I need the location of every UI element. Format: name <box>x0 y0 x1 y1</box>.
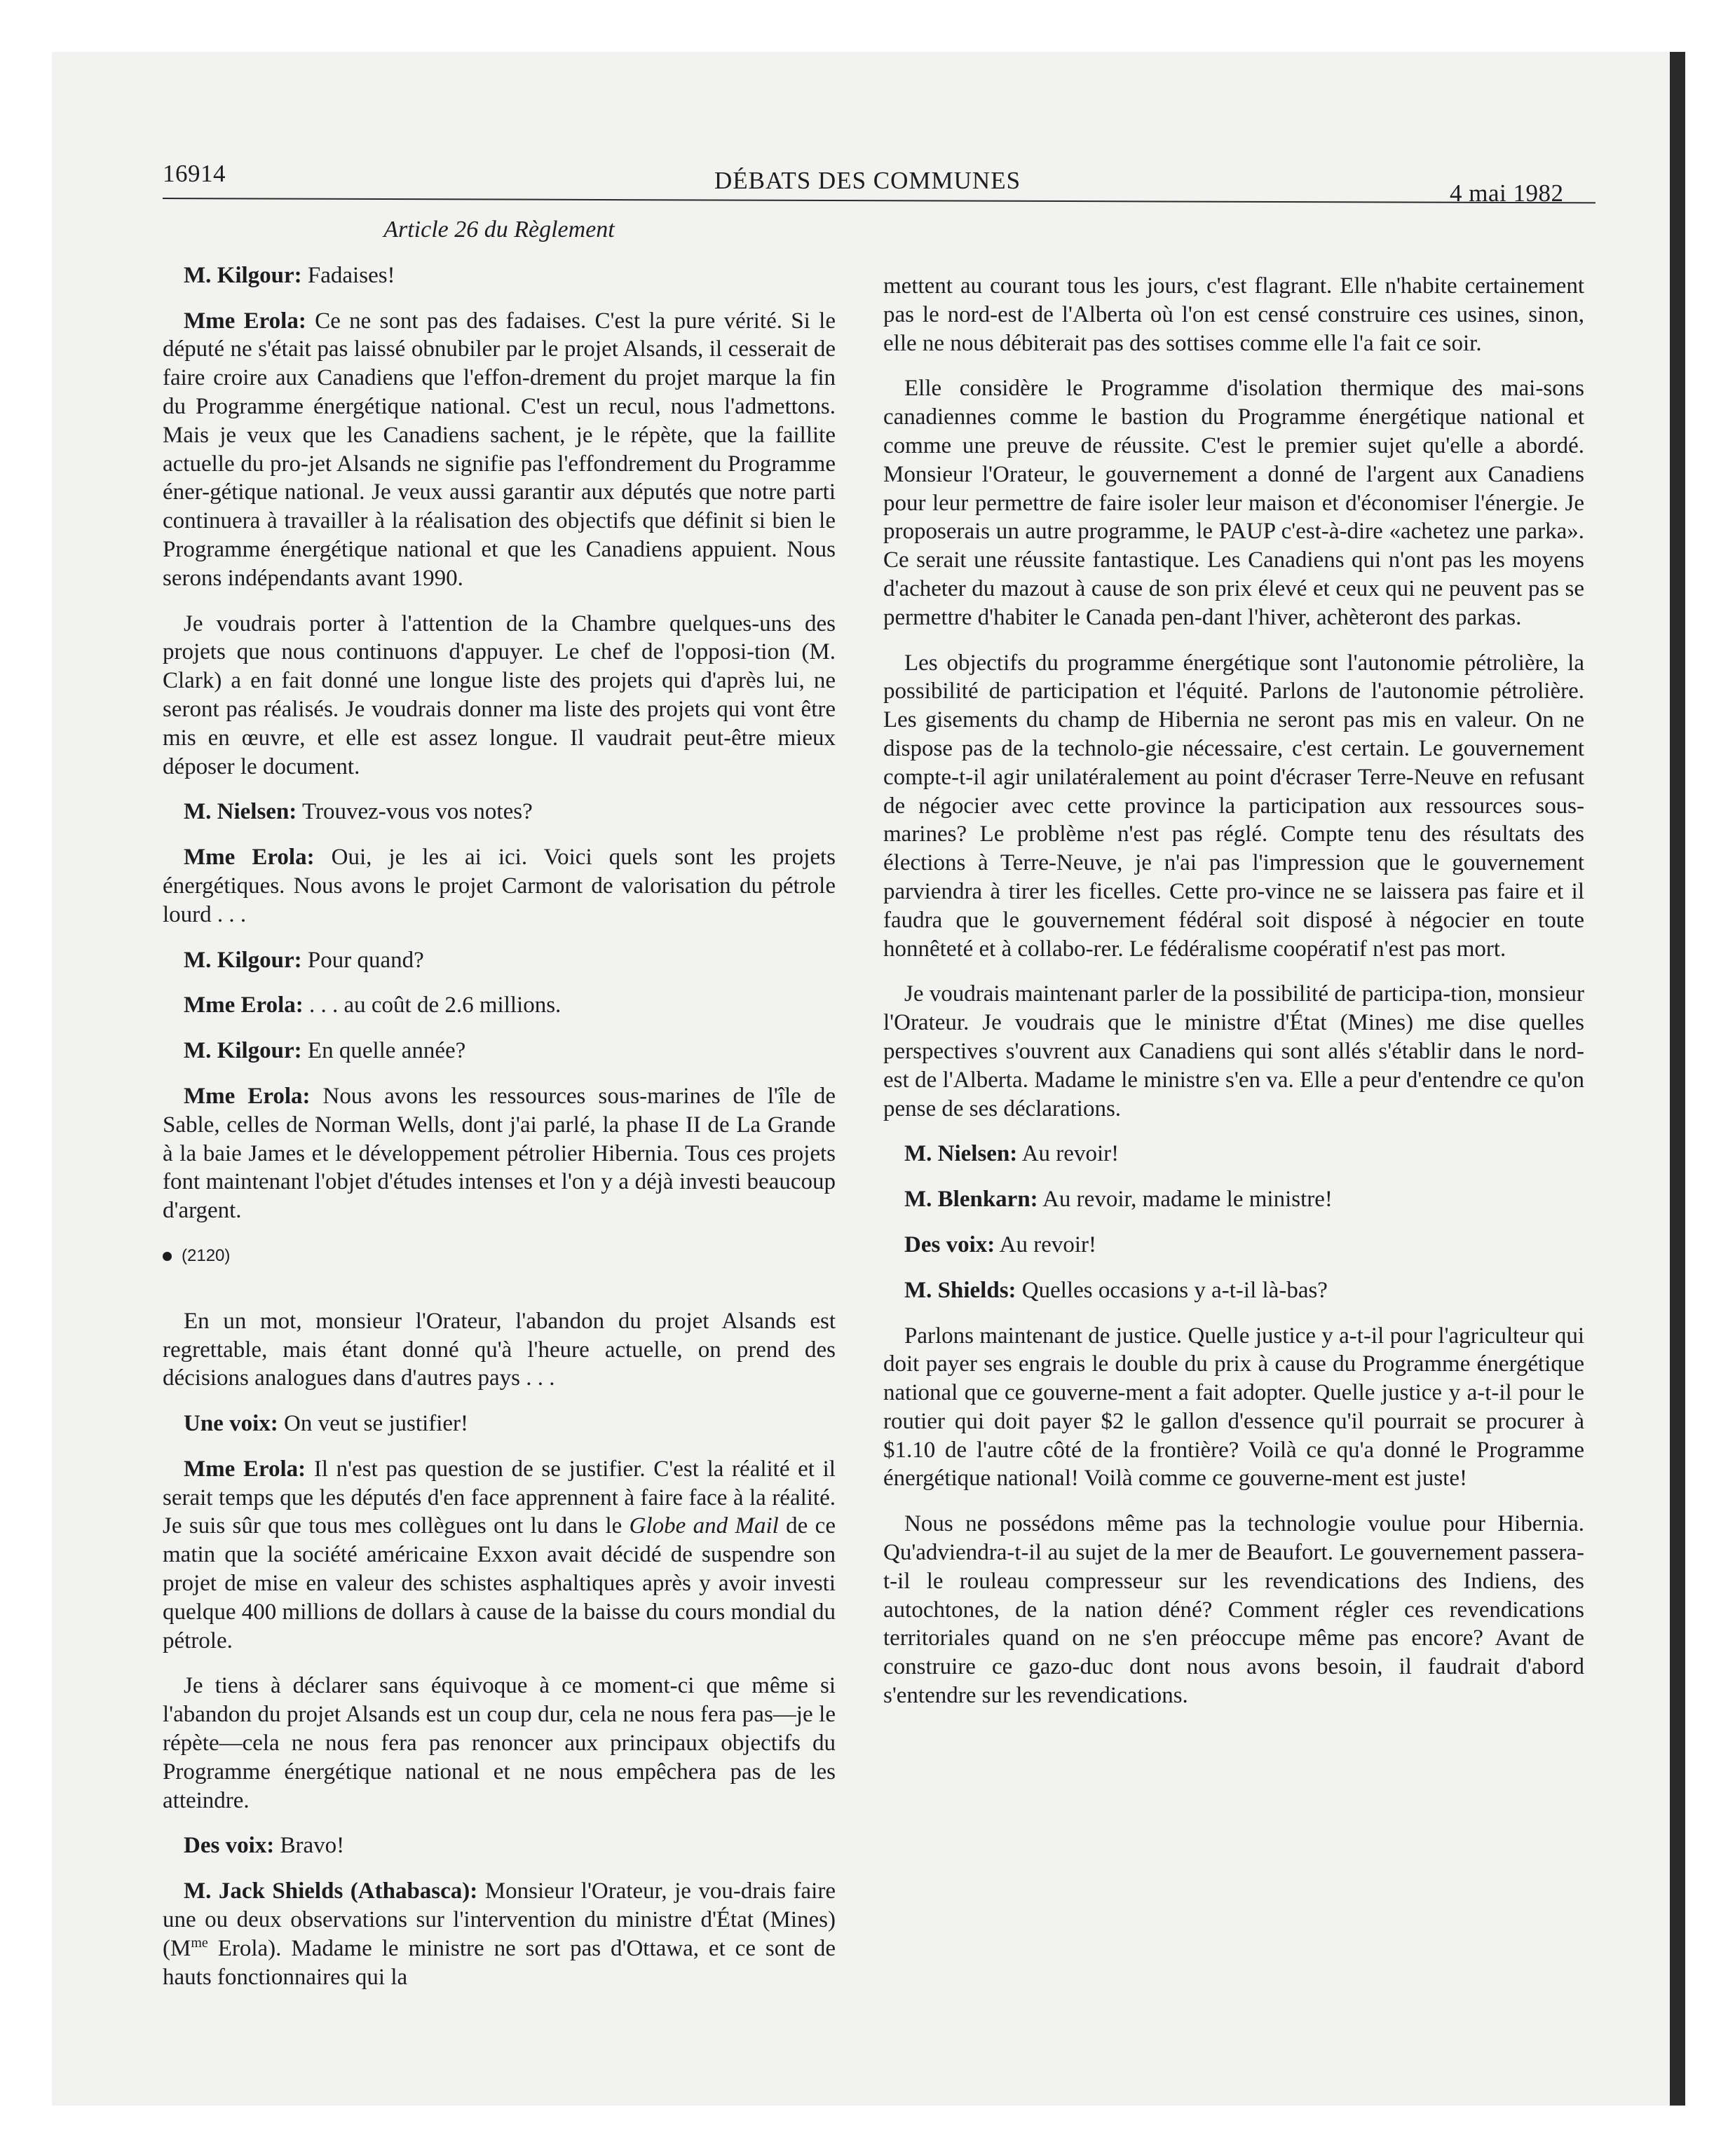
speaker-name: Mme Erola: <box>184 845 315 871</box>
paragraph <box>163 307 836 593</box>
speech-text: de ce matin que la société américaine Exxon avait décidé de suspendre son projet de mise en valeur des schistes asphaltiques après y avoir investi quelque 400 millions de dollars à cause de la baisse du cours mondial du pétrole. <box>163 1513 836 1653</box>
page-number: 16914 <box>163 160 226 187</box>
speaker-name: M. Nielsen: <box>904 1141 1018 1167</box>
speaker-name: M. Shields: <box>904 1277 1016 1303</box>
speaker-name: Mme Erola: <box>184 1456 306 1482</box>
paragraph <box>163 843 836 929</box>
speech-text: Ce ne sont pas des fadaises. C'est la pure vérité. Si le député ne s'était pas laissé obnubiler par le projet Alsands, il cesserait de faire croire aux Canadiens que l'effon-drement du projet marque la fin du Programme énergétique national. C'est un recul, nous l'admettons. Mais je veux que les Canadiens sachent, je le répète, que la faillite actuelle du pro-jet Alsands ne signifie pas l'effondrement du Programme éner-gétique national. Je veux aussi garantir aux députés que notre parti continuera à travailler à la réalisation des objectifs que définit si bien le Programme énergétique national et que les Canadiens appuient. Nous serons indépendants avant 1990. <box>163 308 836 591</box>
speech-text: Au revoir, madame le ministre! <box>1037 1187 1333 1213</box>
speaker-name: M. Nielsen: <box>184 799 297 825</box>
paragraph <box>163 1455 836 1656</box>
speech-text: En quelle année? <box>301 1038 466 1064</box>
paragraph: Nous ne possédons même pas la technologie voulue pour Hibernia. Qu'adviendra-t-il au sujet de la mer de Beaufort. Le gouvernement passera-t-il le rouleau compresseur sur les revendications des Indiens, des autochtones, de la nation déné? Comment régler ces revendications territoriales quand on ne s'en préoccupe même pas encore? Avant de construire ce gazo-duc dont nous avons besoin, il faudrait d'abord s'entendre sur les revendications. <box>883 1511 1584 1709</box>
speech-text: Erola). Madame le ministre ne sort pas d'Ottawa, et ce sont de hauts fonctionnaires qui la <box>163 1935 836 1990</box>
paragraph: Les objectifs du programme énergétique sont l'autonomie pétrolière, la possibilité de participation et l'équité. Parlons de l'autonomie pétrolière. Les gisements du champ de Hibernia ne seront pas mis en valeur. On ne dispose pas de la technolo-gie nécessaire, c'est certain. Le gouvernement compte-t-il agir unilatéralement au point d'écraser Terre-Neuve en refusant de négocier avec cette province la participation aux ressources sous-marines? Le problème n'est pas réglé. Compte tenu des résultats des élections à Terre-Neuve, je n'ai pas l'impression que le gouvernement parviendra à tirer les ficelles. Cette pro-vince ne se laissera pas faire et il faudra que le gouvernement fédéral soit disposé à négocier en toute honnêteté et à collabo-rer. Le fédéralisme coopératif n'est pas mort. <box>883 650 1584 962</box>
speech-text: Trouvez-vous vos notes? <box>297 799 533 825</box>
paragraph <box>883 1231 1584 1260</box>
time-marker-text: (2120) <box>182 1246 231 1265</box>
paragraph: mettent au courant tous les jours, c'est flagrant. Elle n'habite certainement pas le nord-est de l'Alberta où l'on est censé construire ces usines, sinon, elle ne nous débiterait pas des sottises comme elle l'a fait ce soir. <box>883 273 1584 356</box>
speaker-name: M. Kilgour: <box>184 1038 302 1064</box>
paragraph: Elle considère le Programme d'isolation thermique des mai-sons canadiennes comme le bastion du Programme énergétique national et comme une preuve de réussite. C'est le premier sujet qu'elle a abordé. Monsieur l'Orateur, le gouvernement a donné de l'argent aux Canadiens pour leur permettre de faire isoler leur maison et d'économiser l'énergie. Je proposerais un autre programme, le PAUP c'est-à-dire «achetez une parka». Ce serait une réussite fantastique. Les Canadiens qui n'ont pas les moyens d'acheter du mazout à cause de son prix élevé et ceux qui ne peuvent pas se permettre d'habiter le Canada pen-dant l'hiver, achèteront des parkas. <box>883 376 1584 630</box>
paragraph: Je voudrais maintenant parler de la possibilité de participa-tion, monsieur l'Orateur. Je voudrais que le ministre d'État (Mines) me dise quelles perspectives s'ouvrent aux Canadiens qui sont allés s'établir dans le nord-est de l'Alberta. Madame le ministre s'en va. Elle a peur d'entendre ce qu'on pense de ses déclarations. <box>883 981 1584 1121</box>
paragraph: Je tiens à déclarer sans équivoque à ce moment-ci que même si l'abandon du projet Alsands est un coup dur, cela ne nous fera pas—je le répète—cela ne nous fera pas renoncer aux principaux objectifs du Programme énergétique national et ne nous empêchera pas de les atteindre. <box>163 1673 836 1813</box>
speaker-name: Des voix: <box>184 1833 275 1859</box>
speech-text: . . . au coût de 2.6 millions. <box>303 992 562 1018</box>
paragraph <box>883 1185 1584 1214</box>
speaker-name: M. Kilgour: <box>184 262 302 288</box>
speech-text: Au revoir! <box>1017 1141 1120 1167</box>
speech-text: Pour quand? <box>301 947 424 973</box>
speaker-name: M. Kilgour: <box>184 947 302 973</box>
paragraph: Parlons maintenant de justice. Quelle justice y a-t-il pour l'agriculteur qui doit payer ses engrais le double du prix à cause du Programme énergétique national que ce gouverne-ment a fait adopter. Quelle justice y a-t-il pour le routier qui doit payer $2 le gallon d'essence qu'il pourrait se procurer à $1.10 de l'autre côté de la frontière? Voilà ce qu'a donné le Programme énergétique national! Voilà comme ce gouverne-ment est juste! <box>883 1323 1584 1492</box>
issue-date: 4 mai 1982 <box>1450 179 1564 207</box>
superscript: me <box>191 1935 208 1951</box>
paragraph <box>163 991 836 1020</box>
section-heading: Article 26 du Règlement <box>383 217 615 243</box>
paragraph <box>163 946 836 975</box>
speaker-name: Mme Erola: <box>184 1083 311 1109</box>
speaker-name: M. Jack Shields (Athabasca): <box>184 1878 478 1904</box>
paragraph <box>163 1831 836 1860</box>
paragraph: Je voudrais porter à l'attention de la Chambre quelques-uns des projets que nous continuons d'appuyer. Le chef de l'opposi-tion (M. Clark) a en fait donné une longue liste des projets qui d'après lui, ne seront pas réalisés. Je voudrais donner ma liste des projets qui vont être mis en œuvre, et elle est assez longue. Il vaudrait peut-être mieux déposer le document. <box>163 610 836 779</box>
speaker-name: Des voix: <box>904 1231 995 1257</box>
speaker-name: Une voix: <box>184 1411 278 1437</box>
scan-edge-shadow <box>1670 52 1685 2106</box>
paragraph <box>883 1276 1584 1305</box>
speech-text: Bravo! <box>274 1833 345 1859</box>
speaker-name: M. Blenkarn: <box>904 1187 1038 1213</box>
paragraph <box>163 1082 836 1225</box>
publication-title: DÉBATS DES COMMUNES <box>714 167 1021 194</box>
paragraph <box>163 261 836 290</box>
speech-text: Au revoir! <box>995 1231 1097 1257</box>
paragraph <box>163 798 836 826</box>
speech-text: On veut se justifier! <box>278 1411 469 1437</box>
newspaper-title: Globe and Mail <box>629 1513 779 1539</box>
speech-text: Monsieur l'Orateur, je vou-drais faire une ou deux observations sur l'intervention du ministre d'État (Mines) (M <box>163 1878 836 1961</box>
paragraph <box>163 1410 836 1438</box>
left-column <box>163 216 836 2008</box>
paragraph <box>883 1140 1584 1168</box>
bullet-icon <box>163 1252 172 1261</box>
right-column <box>883 272 1584 1727</box>
paragraph: En un mot, monsieur l'Orateur, l'abandon du projet Alsands est regrettable, mais étant donné qu'à l'heure actuelle, on prend des décisions analogues dans d'autres pays . . . <box>163 1308 836 1391</box>
speech-text: Nous avons les ressources sous-marines de l'île de Sable, celles de Norman Wells, dont j'ai parlé, la phase II de La Grande à la baie James et le développement pétrolier Hibernia. Tous ces projets font maintenant l'objet d'études intenses et l'on y a déjà investi beaucoup d'argent. <box>163 1083 836 1224</box>
speech-text: Il n'est pas question de se justifier. C'est la réalité et il serait temps que les députés d'en face apprennent à faire face à la réalité. Je suis sûr que tous mes collègues ont lu dans le <box>163 1456 836 1539</box>
speech-text: Oui, je les ai ici. Voici quels sont les projets énergétiques. Nous avons le projet Carmont de valorisation du pétrole lourd . . . <box>163 845 836 927</box>
paragraph <box>163 1037 836 1065</box>
speech-text: Fadaises! <box>301 262 395 288</box>
paragraph <box>163 1877 836 1991</box>
time-marker <box>163 1242 836 1271</box>
speaker-name: Mme Erola: <box>184 308 306 334</box>
speaker-name: Mme Erola: <box>184 992 304 1018</box>
speech-text: Quelles occasions y a-t-il là-bas? <box>1016 1277 1328 1303</box>
